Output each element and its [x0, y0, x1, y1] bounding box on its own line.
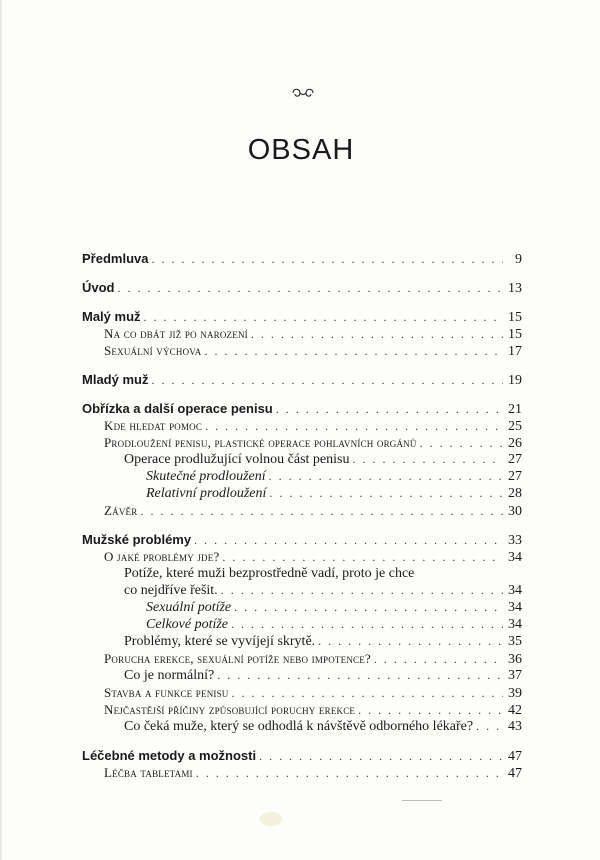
toc-entry-page: 27	[508, 469, 522, 484]
toc-entry-page: 34	[508, 617, 522, 632]
toc-entry	[82, 400, 522, 417]
toc-entry-page: 34	[508, 583, 522, 598]
toc-entry	[82, 531, 522, 548]
toc-entry-page: 26	[508, 436, 522, 451]
leader-dots	[151, 372, 503, 389]
toc-entry-title: Relativní prodloužení	[146, 486, 267, 501]
leader-dots	[318, 633, 503, 650]
toc-entry-page: 15	[508, 310, 522, 325]
toc-entry-page: 35	[508, 634, 522, 649]
toc-entry-title: Porucha erekce, sexuální potíže nebo impotence?	[104, 651, 371, 666]
toc-entry-page: 30	[508, 504, 522, 519]
toc-entry-title: Prodloužení penisu, plastické operace pohlavních orgánů	[104, 435, 417, 450]
toc-entry-title: Závěr	[104, 503, 138, 518]
toc-entry-title: Úvod	[82, 280, 115, 295]
leader-dots	[231, 616, 503, 633]
leader-dots	[222, 549, 503, 566]
leader-dots	[205, 418, 503, 435]
leader-dots	[374, 651, 503, 668]
leader-dots	[476, 718, 503, 735]
toc-entry-title: Mužské problémy	[82, 532, 192, 547]
toc-entry-page: 37	[508, 668, 522, 683]
toc-entry-title: Léčba tabletami	[104, 765, 193, 780]
toc-entry-page: 47	[508, 766, 522, 781]
toc-entry	[82, 468, 522, 485]
toc-entry-title: Co je normální?	[124, 668, 215, 683]
leader-dots	[234, 599, 503, 616]
scan-smudge	[260, 812, 282, 826]
leader-dots	[151, 251, 503, 268]
toc-entry-title: Potíže, které muži bezprostředně vadí, proto je chce	[124, 566, 415, 581]
toc-entry	[82, 684, 522, 701]
toc-entry	[82, 308, 522, 325]
leader-dots	[276, 401, 503, 418]
toc-entry	[82, 718, 522, 735]
toc-entry-title: Sexuální výchova	[104, 343, 202, 358]
page-title: OBSAH	[247, 134, 355, 166]
toc-entry	[82, 616, 522, 633]
toc-entry	[82, 371, 522, 388]
leader-dots	[269, 485, 503, 502]
toc-entry	[82, 250, 522, 267]
toc-entry-title: Stavba a funkce penisu	[104, 685, 229, 700]
toc-entry-title-continued: co nejdříve řešit.	[124, 583, 218, 598]
toc-entry-page: 19	[508, 373, 522, 388]
leader-dots	[194, 532, 503, 549]
leader-dots	[251, 326, 503, 343]
leader-dots	[358, 702, 503, 719]
toc-entry-title: Kde hledat pomoc	[104, 418, 203, 433]
toc-entry-title: Sexuální potíže	[146, 600, 232, 615]
leader-dots	[221, 582, 503, 599]
toc-entry-title: Celkové potíže	[146, 617, 229, 632]
toc-entry-title: O jaké problémy jde?	[104, 549, 220, 564]
toc-entry	[82, 667, 522, 684]
toc-entry	[82, 451, 522, 468]
toc-entry-title: Nejčastější příčiny způsobující poruchy erekce	[104, 702, 356, 717]
toc-entry	[82, 650, 522, 667]
toc-entry-title: Malý muž	[82, 309, 141, 324]
toc-entry-title: Mladý muž	[82, 372, 149, 387]
leader-dots	[118, 280, 504, 297]
toc-entry-page: 42	[508, 703, 522, 718]
toc-entry	[82, 279, 522, 296]
leader-dots	[352, 451, 503, 468]
toc-entry-page: 36	[508, 652, 522, 667]
toc-entry-page: 9	[515, 252, 522, 267]
toc-entry	[82, 434, 522, 451]
leader-dots	[205, 343, 503, 360]
toc-entry-page: 17	[508, 344, 522, 359]
scan-line	[402, 800, 442, 801]
toc-entry-title: Operace prodlužující volnou část penisu	[124, 452, 350, 467]
toc-entry-title: Problémy, které se vyvíjejí skrytě.	[124, 634, 316, 649]
toc-entry-page: 34	[508, 600, 522, 615]
toc-entry	[82, 701, 522, 718]
leader-dots	[217, 667, 503, 684]
toc-entry-page: 27	[508, 452, 522, 467]
toc-entry-page: 15	[508, 327, 522, 342]
toc-entry	[82, 747, 522, 764]
toc-entry-line2	[82, 582, 522, 599]
table-of-contents	[82, 250, 522, 781]
toc-entry-title: Předmluva	[82, 251, 149, 266]
toc-entry	[82, 633, 522, 650]
toc-entry-page: 13	[508, 281, 522, 296]
toc-entry	[82, 325, 522, 342]
toc-entry-title: Léčebné metody a možnosti	[82, 748, 257, 763]
toc-entry	[82, 764, 522, 781]
toc-entry	[82, 342, 522, 359]
toc-entry-page: 43	[508, 719, 522, 734]
toc-entry-title: Skutečné prodloužení	[146, 469, 266, 484]
leader-dots	[144, 309, 503, 326]
leader-dots	[269, 468, 503, 485]
toc-entry-page: 21	[508, 402, 522, 417]
toc-entry-title: Co čeká muže, který se odhodlá k návštěvě odborného lékaře?	[124, 719, 474, 734]
toc-entry	[82, 485, 522, 502]
toc-entry-page: 25	[508, 419, 522, 434]
ornament-icon	[290, 86, 316, 100]
leader-dots	[196, 765, 503, 782]
toc-entry-page: 34	[508, 550, 522, 565]
leader-dots	[420, 435, 503, 452]
toc-entry-page: 33	[508, 533, 522, 548]
leader-dots	[140, 503, 503, 520]
toc-entry-page: 39	[508, 686, 522, 701]
leader-dots	[232, 685, 503, 702]
toc-entry	[82, 599, 522, 616]
toc-entry	[82, 417, 522, 434]
toc-entry-title: Obřízka a další operace penisu	[82, 401, 273, 416]
toc-entry	[82, 502, 522, 519]
toc-entry-page: 28	[508, 486, 522, 501]
leader-dots	[259, 748, 503, 765]
toc-entry	[82, 548, 522, 565]
toc-entry-page: 47	[508, 749, 522, 764]
toc-entry	[82, 565, 522, 599]
toc-entry-title: Na co dbát již po narození	[104, 326, 248, 341]
